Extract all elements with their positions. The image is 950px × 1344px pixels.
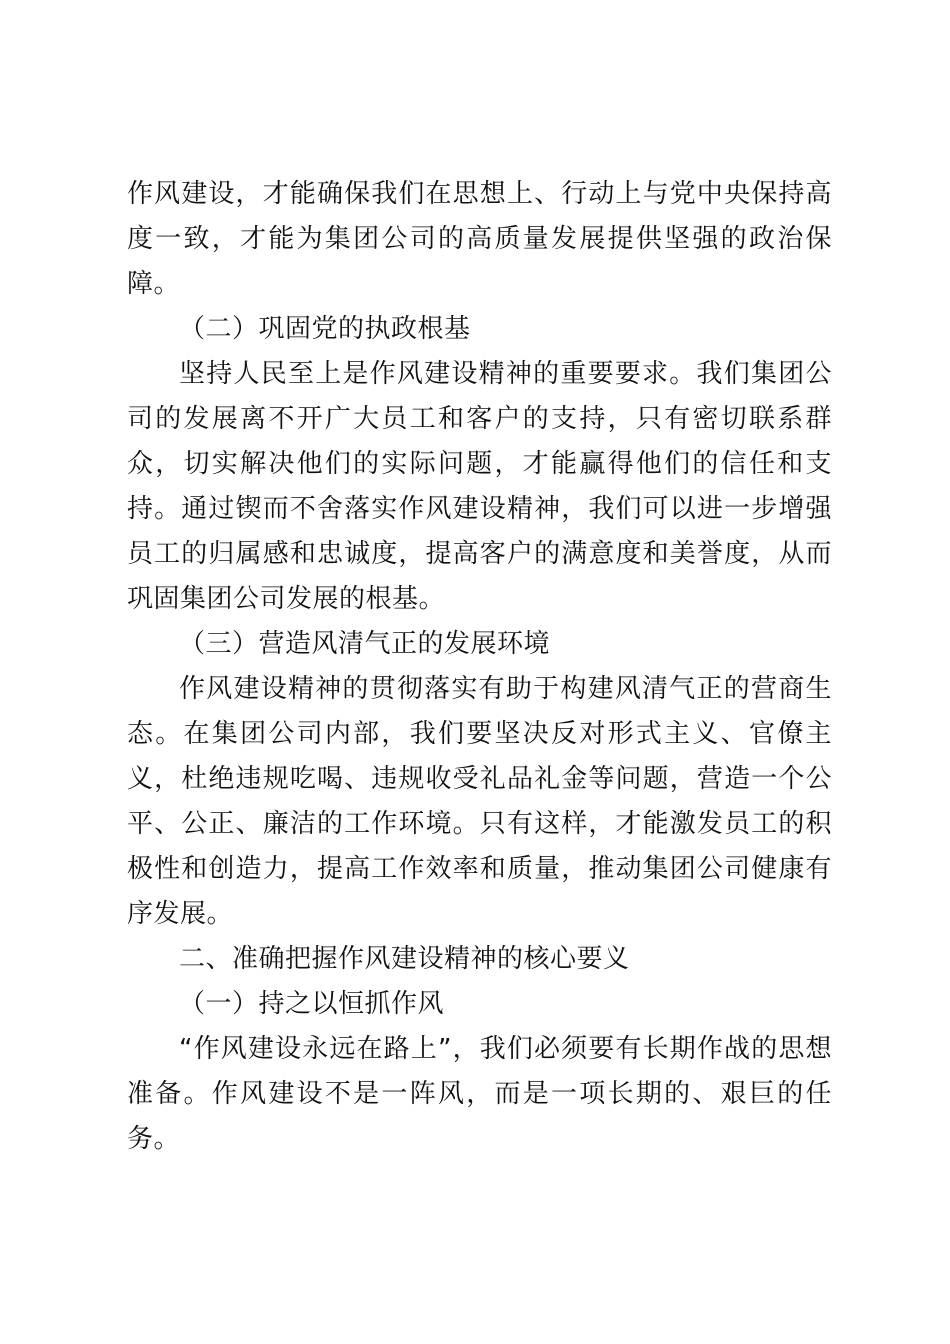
section-heading-consolidate-foundation: （二）巩固党的执政根基: [179, 314, 471, 344]
section-heading-persistence: （一）持之以恒抓作风: [179, 989, 445, 1019]
section-heading-core-meaning: 二、准确把握作风建设精神的核心要义: [179, 944, 630, 974]
paragraph-people-first: 坚持人民至上是作风建设精神的重要要求。我们集团公司的发展离不开广大员工和客户的支持，只有密切联系群众，切实解决他们的实际问题，才能赢得他们的信任和支持。通过锲而不舍落实作风建设精神，我们可以进一步增强员工的归属感和忠诚度，提高客户的满意度和美誉度，从而巩固集团公司发展的根基。: [127, 359, 832, 614]
paragraph-long-term-task: “作风建设永远在路上”，我们必须要有长期作战的思想准备。作风建设不是一阵风，而是一项长期的、艰巨的任务。: [127, 1034, 832, 1154]
section-heading-clean-environment: （三）营造风清气正的发展环境: [179, 629, 551, 659]
document-body: [127, 172, 832, 1162]
paragraph-continuation: 作风建设，才能确保我们在思想上、行动上与党中央保持高度一致，才能为集团公司的高质量发展提供坚强的政治保障。: [127, 179, 832, 299]
paragraph-business-ecology: 作风建设精神的贯彻落实有助于构建风清气正的营商生态。在集团公司内部，我们要坚决反对形式主义、官僚主义，杜绝违规吃喝、违规收受礼品礼金等问题，营造一个公平、公正、廉洁的工作环境。只有这样，才能激发员工的积极性和创造力，提高工作效率和质量，推动集团公司健康有序发展。: [127, 674, 832, 929]
